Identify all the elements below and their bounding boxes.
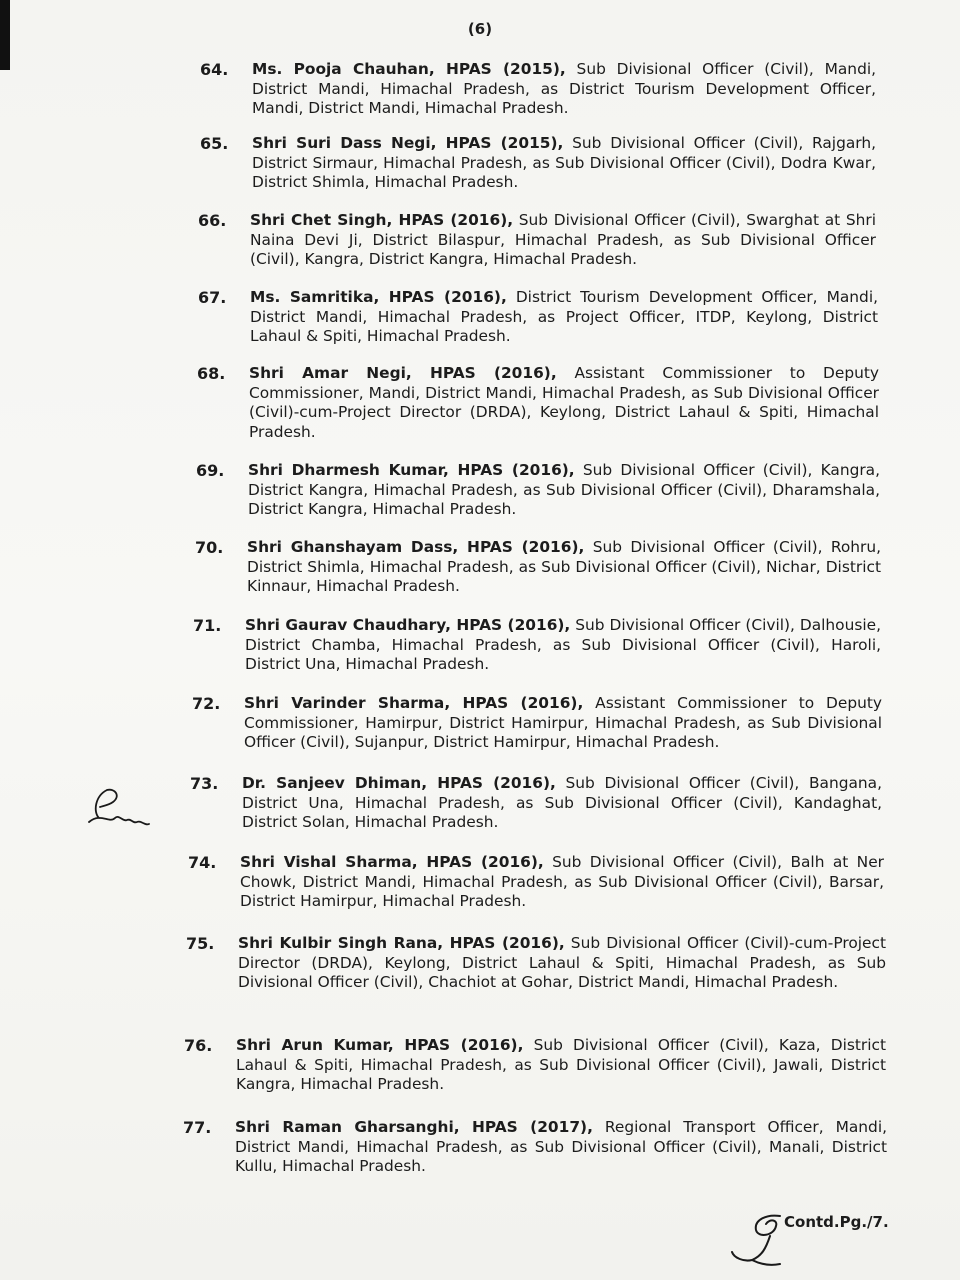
item-body [238, 934, 886, 993]
list-item [188, 853, 884, 912]
item-body [244, 694, 882, 753]
list-item [195, 538, 881, 597]
item-body [247, 538, 881, 597]
item-body [250, 288, 878, 347]
item-number: 76. [184, 1036, 213, 1055]
transfer-details: Assistant Commissioner to Deputy Commissioner, Mandi, District Mandi, Himachal Pradesh, as Sub Divisional Officer (Civil)-cum-Project Director (DRDA), Keylong, District Lahaul & Spiti, Himachal Pradesh. [249, 364, 880, 441]
officer-name: Shri Vishal Sharma, HPAS (2016), [240, 853, 544, 871]
item-number: 66. [198, 211, 227, 230]
item-number: 68. [197, 364, 226, 383]
item-number: 75. [186, 934, 215, 953]
officer-name: Shri Dharmesh Kumar, HPAS (2016), [248, 461, 575, 479]
officer-name: Shri Gaurav Chaudhary, HPAS (2016), [245, 616, 571, 634]
item-body [240, 853, 884, 912]
item-number: 71. [193, 616, 222, 635]
item-number: 73. [190, 774, 219, 793]
page-number: (6) [467, 20, 493, 38]
officer-name: Shri Chet Singh, HPAS (2016), [250, 211, 514, 229]
list-item [200, 134, 876, 193]
transfer-details: Sub Divisional Officer (Civil), Balh at Ner Chowk, District Mandi, Himachal Pradesh, as Sub Divisional Officer (Civil), Barsar, District Hamirpur, Himachal Pradesh. [240, 853, 884, 910]
item-number: 64. [200, 60, 229, 79]
item-body [236, 1036, 886, 1095]
officer-name: Shri Arun Kumar, HPAS (2016), [236, 1036, 524, 1054]
item-number: 69. [196, 461, 225, 480]
item-body [248, 461, 880, 520]
transfer-details: Sub Divisional Officer (Civil), Mandi, District Mandi, Himachal Pradesh, as District Tourism Development Officer, Mandi, District Mandi, Himachal Pradesh. [252, 60, 877, 117]
transfer-details: Regional Transport Officer, Mandi, District Mandi, Himachal Pradesh, as Sub Divisional Officer (Civil), Manali, District Kullu, Himachal Pradesh. [235, 1118, 887, 1175]
list-item [196, 461, 880, 520]
handwritten-signature-icon [85, 782, 155, 832]
item-number: 65. [200, 134, 229, 153]
list-item [198, 288, 878, 347]
officer-name: Ms. Samritika, HPAS (2016), [250, 288, 507, 306]
officer-name: Shri Varinder Sharma, HPAS (2016), [244, 694, 584, 712]
officer-name: Shri Amar Negi, HPAS (2016), [249, 364, 557, 382]
item-number: 72. [192, 694, 221, 713]
item-body [235, 1118, 887, 1177]
list-item [186, 934, 886, 993]
officer-name: Shri Ghanshayam Dass, HPAS (2016), [247, 538, 585, 556]
list-item [183, 1118, 887, 1177]
transfer-details: Sub Divisional Officer (Civil), Dalhousie, District Chamba, Himachal Pradesh, as Sub Divisional Officer (Civil), Haroli, District Una, Himachal Pradesh. [245, 616, 881, 673]
transfer-details: Sub Divisional Officer (Civil), Kangra, District Kangra, Himachal Pradesh, as Sub Divisional Officer (Civil), Dharamshala, District Kangra, Himachal Pradesh. [248, 461, 880, 518]
officer-name: Shri Raman Gharsanghi, HPAS (2017), [235, 1118, 593, 1136]
item-body [252, 60, 876, 119]
transfer-details: Sub Divisional Officer (Civil), Rajgarh, District Sirmaur, Himachal Pradesh, as Sub Divisional Officer (Civil), Dodra Kwar, District Shimla, Himachal Pradesh. [252, 134, 876, 191]
item-number: 70. [195, 538, 224, 557]
list-item [200, 60, 876, 119]
transfer-details: District Tourism Development Officer, Mandi, District Mandi, Himachal Pradesh, as Project Officer, ITDP, Keylong, District Lahaul & Spiti, Himachal Pradesh. [250, 288, 878, 345]
item-body [242, 774, 882, 833]
list-item [197, 364, 879, 442]
continued-note: Contd.Pg./7. [784, 1213, 889, 1231]
item-body [245, 616, 881, 675]
list-item [198, 211, 876, 270]
item-body [252, 134, 876, 193]
transfer-details: Sub Divisional Officer (Civil), Swarghat at Shri Naina Devi Ji, District Bilaspur, Himachal Pradesh, as Sub Divisional Officer (Civil), Kangra, District Kangra, Himachal Pradesh. [250, 211, 876, 268]
item-number: 77. [183, 1118, 212, 1137]
officer-name: Shri Suri Dass Negi, HPAS (2015), [252, 134, 564, 152]
officer-name: Dr. Sanjeev Dhiman, HPAS (2016), [242, 774, 556, 792]
list-item [192, 694, 882, 753]
list-item [190, 774, 882, 833]
list-item [193, 616, 881, 675]
transfer-details: Sub Divisional Officer (Civil)-cum-Project Director (DRDA), Keylong, District Lahaul & Spiti, Himachal Pradesh, as Sub Divisional Officer (Civil), Chachiot at Gohar, District Mandi, Himachal Pradesh. [238, 934, 886, 991]
item-body [250, 211, 876, 270]
transfer-details: Sub Divisional Officer (Civil), Bangana, District Una, Himachal Pradesh, as Sub Divisional Officer (Civil), Kandaghat, District Solan, Himachal Pradesh. [242, 774, 882, 831]
officer-name: Ms. Pooja Chauhan, HPAS (2015), [252, 60, 566, 78]
item-number: 74. [188, 853, 217, 872]
item-number: 67. [198, 288, 227, 307]
transfer-details: Sub Divisional Officer (Civil), Kaza, District Lahaul & Spiti, Himachal Pradesh, as Sub Divisional Officer (Civil), Jawali, District Kangra, Himachal Pradesh. [236, 1036, 886, 1093]
item-body [249, 364, 879, 442]
list-item [184, 1036, 886, 1095]
transfer-details: Sub Divisional Officer (Civil), Rohru, District Shimla, Himachal Pradesh, as Sub Divisional Officer (Civil), Nichar, District Kinnaur, Himachal Pradesh. [247, 538, 882, 595]
transfer-details: Assistant Commissioner to Deputy Commissioner, Hamirpur, District Hamirpur, Himachal Pradesh, as Sub Divisional Officer (Civil), Sujanpur, District Hamirpur, Himachal Pradesh. [244, 694, 882, 751]
officer-name: Shri Kulbir Singh Rana, HPAS (2016), [238, 934, 565, 952]
